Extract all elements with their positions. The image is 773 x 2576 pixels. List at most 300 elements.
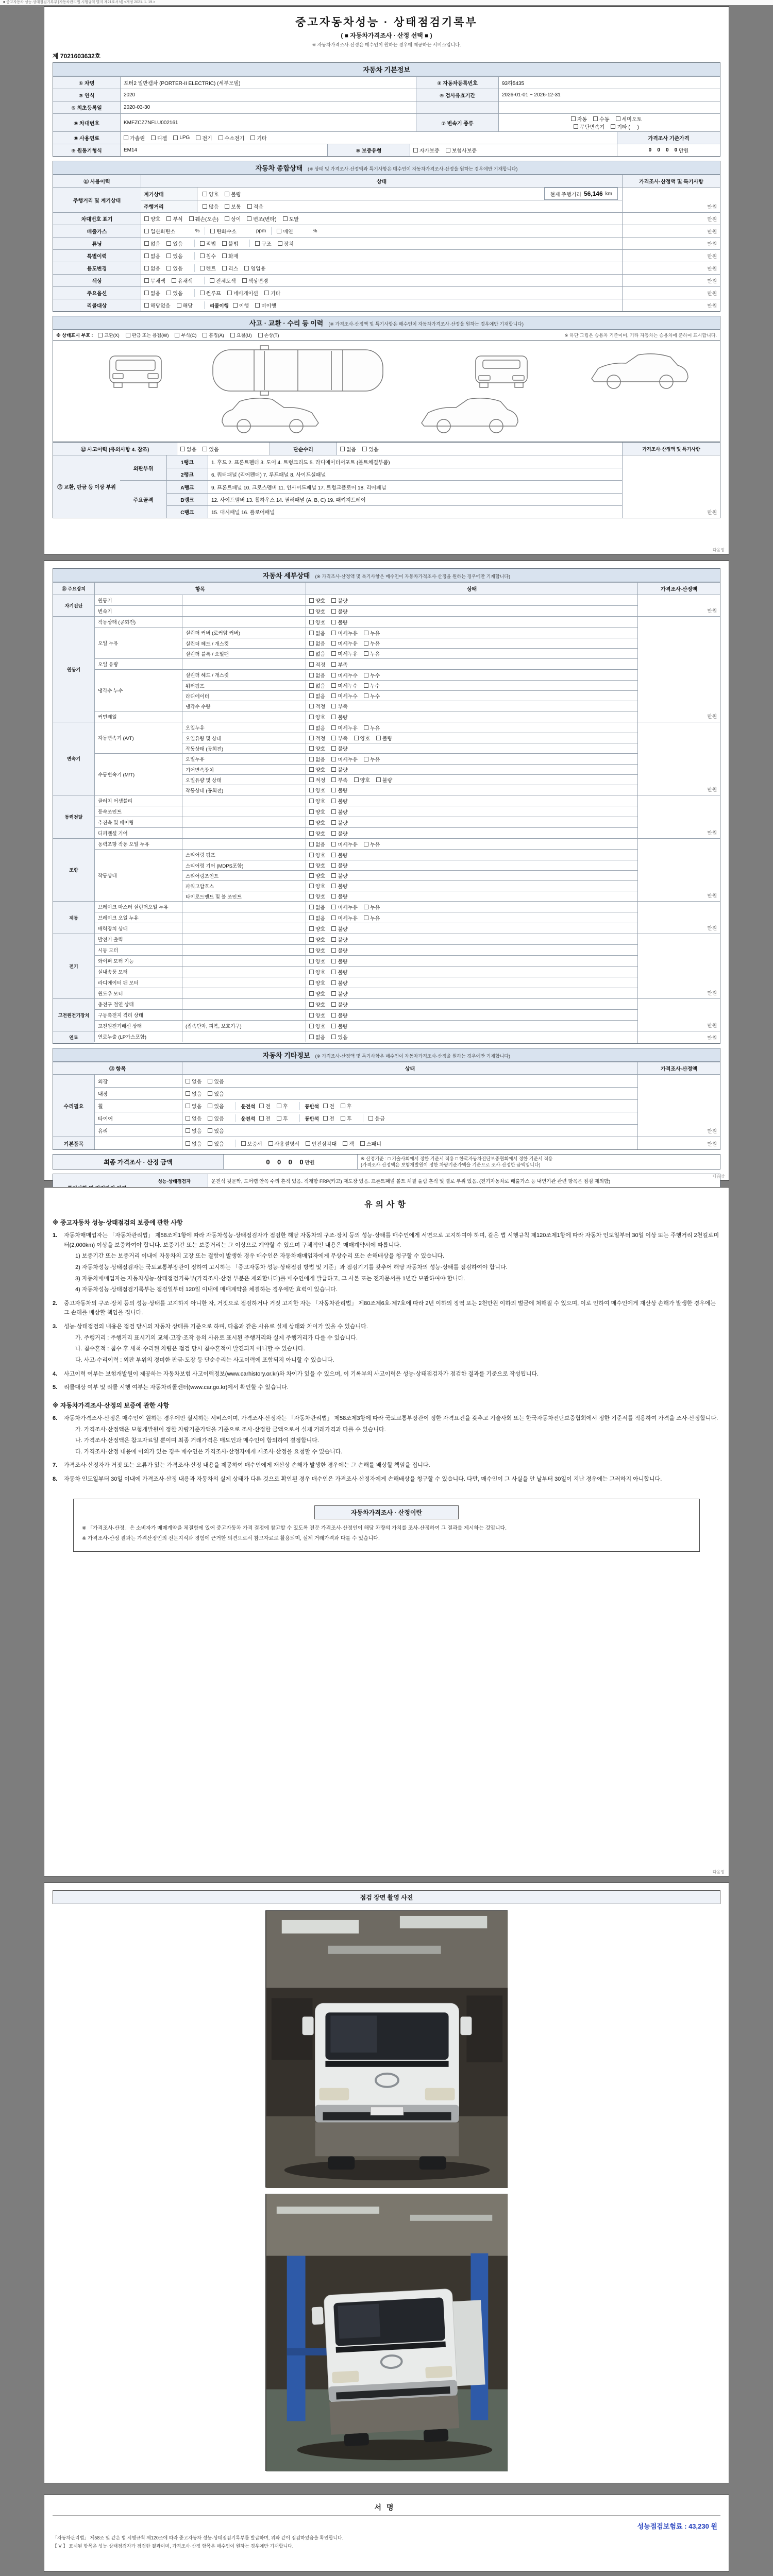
item-label: 수동변속기 (M/T) bbox=[94, 754, 182, 795]
checkbox-option[interactable]: 적정 bbox=[309, 660, 325, 668]
item-parts bbox=[182, 659, 637, 669]
checkbox-option[interactable]: 없음 bbox=[340, 445, 356, 453]
item-row bbox=[94, 923, 637, 934]
checkbox-option[interactable]: 불량 bbox=[331, 829, 347, 837]
checkbox-option[interactable]: 없음 bbox=[180, 445, 196, 453]
checkbox-option[interactable]: 가솔린 bbox=[124, 134, 145, 142]
item-label: 실내송풍 모터 bbox=[94, 967, 182, 977]
part-status bbox=[306, 795, 637, 806]
checkbox-option[interactable]: 양호 bbox=[354, 734, 370, 742]
checkbox-option[interactable]: 잭 bbox=[343, 1140, 354, 1147]
checkbox-option[interactable]: 없음 bbox=[309, 639, 325, 647]
checkbox-option[interactable]: 불량 bbox=[331, 713, 347, 721]
checkbox-option[interactable]: 후 bbox=[277, 1102, 288, 1110]
checkbox-option[interactable]: 기타 ( ) bbox=[611, 123, 639, 130]
column-header: 상태 bbox=[182, 1062, 637, 1074]
rank-items: 9. 프론트패널 10. 크로스멤버 11. 인사이드패널 17. 트렁크플로어 18. 리어패널 bbox=[208, 481, 622, 493]
checkbox-option[interactable]: 양호 bbox=[309, 882, 325, 890]
checkbox-option[interactable]: 장치 bbox=[278, 240, 294, 247]
checkbox-icon bbox=[144, 278, 149, 283]
checkbox-option[interactable]: 누유 bbox=[364, 840, 380, 848]
option-group bbox=[144, 252, 194, 260]
checkbox-option[interactable]: 침수 bbox=[200, 252, 216, 260]
checkbox-option[interactable]: 있음 bbox=[208, 1140, 224, 1147]
checkbox-option[interactable]: 보험사보증 bbox=[446, 146, 477, 154]
checkbox-option[interactable]: 불량 bbox=[331, 597, 347, 604]
part-status bbox=[306, 691, 637, 701]
checkbox-option[interactable]: 양호 bbox=[309, 819, 325, 826]
checkbox-icon bbox=[309, 1002, 314, 1007]
price-cell: 만원 bbox=[622, 262, 720, 274]
table-row bbox=[53, 144, 720, 156]
checkbox-option[interactable]: 부식 bbox=[166, 215, 182, 223]
checkbox-option[interactable]: 미세누유 bbox=[331, 755, 358, 763]
checkbox-option[interactable]: 불량 bbox=[331, 882, 347, 890]
item-row bbox=[94, 795, 637, 806]
checkbox-option[interactable]: 양호 bbox=[309, 861, 325, 869]
checkbox-option[interactable]: 후 bbox=[277, 1114, 288, 1122]
checkbox-option[interactable]: 변조(변타) bbox=[247, 215, 276, 223]
checkbox-option[interactable]: 전체도색 bbox=[210, 277, 236, 284]
item-label: 배력장치 상태 bbox=[94, 923, 182, 934]
checkbox-option[interactable]: 리스 bbox=[222, 264, 238, 272]
item-parts bbox=[182, 912, 637, 923]
part-status bbox=[306, 1031, 637, 1042]
checkbox-option[interactable]: 미세누유 bbox=[331, 629, 358, 637]
checkbox-option[interactable]: 후 bbox=[341, 1102, 352, 1110]
device-items bbox=[94, 617, 637, 722]
checkbox-option[interactable]: 썬루프 bbox=[200, 289, 221, 297]
checkbox-option[interactable]: 불량 bbox=[331, 808, 347, 816]
checkbox-option[interactable]: 누수 bbox=[364, 682, 380, 689]
checkbox-option[interactable]: 적정 bbox=[309, 702, 325, 710]
checkbox-icon bbox=[309, 916, 314, 920]
checkbox-option[interactable]: 양호 bbox=[203, 188, 219, 200]
part-status bbox=[306, 828, 637, 838]
checkbox-option[interactable]: 누유 bbox=[364, 650, 380, 657]
checkbox-option[interactable]: 미세누수 bbox=[331, 692, 358, 700]
checkbox-option[interactable]: 네비게이션 bbox=[227, 289, 258, 297]
checkbox-icon bbox=[331, 609, 336, 614]
checkbox-option[interactable]: 양호 bbox=[309, 766, 325, 773]
checkbox-icon bbox=[309, 662, 314, 667]
column-header-row bbox=[53, 1062, 720, 1074]
checkbox-option[interactable]: 불량 bbox=[331, 936, 347, 943]
checkbox-option[interactable]: 자동 bbox=[571, 115, 587, 123]
item-row bbox=[94, 999, 637, 1009]
checkbox-option[interactable]: 무단변속기 bbox=[574, 123, 604, 130]
checkbox-option[interactable]: 양호 bbox=[144, 215, 160, 223]
checkbox-option[interactable]: 불량 bbox=[331, 861, 347, 869]
checkbox-option[interactable]: 미세누수 bbox=[331, 682, 358, 689]
checkbox-option[interactable]: 없음 bbox=[309, 914, 325, 922]
device-items bbox=[94, 934, 637, 998]
checkbox-option[interactable]: 양호 bbox=[309, 607, 325, 615]
checkbox-option[interactable]: 많음 bbox=[203, 200, 219, 212]
checkbox-icon bbox=[309, 853, 314, 857]
part-row bbox=[182, 743, 637, 753]
checkbox-option[interactable]: 없음 bbox=[186, 1114, 201, 1122]
checkbox-icon bbox=[309, 736, 314, 740]
checkbox-icon bbox=[255, 303, 260, 308]
checkbox-option[interactable]: 없음 bbox=[144, 240, 160, 247]
checkbox-option[interactable]: 양호 bbox=[309, 829, 325, 837]
checkbox-option[interactable]: 없음 bbox=[309, 682, 325, 689]
option-group bbox=[144, 215, 310, 223]
checkbox-icon bbox=[360, 1141, 365, 1146]
checkbox-icon bbox=[144, 303, 149, 308]
checkbox-option[interactable]: 상이 bbox=[225, 215, 241, 223]
page-3 bbox=[44, 1187, 729, 1876]
section-note: (※ 상태 및 가격조사·산정액과 특기사항은 매수인이 자동차가격조사·산정을 원하는 경우에만 기재합니다) bbox=[308, 166, 518, 172]
column-header: 상태 bbox=[141, 175, 622, 187]
checkbox-option[interactable]: 색상변경 bbox=[242, 277, 268, 284]
checkbox-option[interactable]: 전 bbox=[259, 1102, 271, 1110]
checkbox-option[interactable]: 기타 bbox=[264, 289, 280, 297]
checkbox-option[interactable]: 불량 bbox=[225, 188, 241, 200]
option-group bbox=[194, 252, 250, 260]
checkbox-option[interactable]: 불량 bbox=[331, 1011, 347, 1019]
checkbox-option[interactable]: 디젤 bbox=[151, 134, 167, 142]
checkbox-option[interactable]: 불량 bbox=[331, 872, 347, 879]
checkbox-option[interactable]: 없음 bbox=[186, 1127, 201, 1134]
checkbox-option[interactable]: 없음 bbox=[309, 1033, 325, 1041]
checkbox-option[interactable]: 있음 bbox=[203, 445, 219, 453]
checkbox-option[interactable]: 해당 bbox=[177, 301, 193, 309]
column-header: ⑪ 사용이력 bbox=[53, 175, 141, 187]
device-items bbox=[94, 839, 637, 901]
checkbox-option[interactable]: 없음 bbox=[309, 629, 325, 637]
checkbox-option[interactable]: 기타 bbox=[250, 134, 266, 142]
inspection-photo-angle bbox=[265, 2194, 508, 2471]
part-label bbox=[182, 988, 306, 998]
notes-item bbox=[53, 1322, 720, 1365]
checkbox-option[interactable]: 불량 bbox=[331, 925, 347, 933]
item-row bbox=[94, 966, 637, 977]
device-group-name: 동력전달 bbox=[53, 795, 94, 838]
checkbox-icon bbox=[173, 135, 178, 140]
next-page-marker: 다음장 bbox=[712, 1870, 725, 1874]
checkbox-option[interactable]: 미세누유 bbox=[331, 903, 358, 911]
checkbox-option[interactable]: 불법 bbox=[222, 240, 238, 247]
part-status bbox=[306, 733, 637, 743]
checkbox-option[interactable]: 구조 bbox=[255, 240, 271, 247]
item-parts bbox=[182, 839, 637, 849]
part-row bbox=[182, 1031, 637, 1042]
checkbox-option[interactable]: 없음 bbox=[144, 264, 160, 272]
checkbox-option[interactable]: 양호 bbox=[309, 968, 325, 976]
checkbox-option[interactable]: 양호 bbox=[309, 925, 325, 933]
checkbox-option[interactable]: 해당없음 bbox=[144, 301, 171, 309]
checkbox-option[interactable]: 양호 bbox=[309, 1011, 325, 1019]
checkbox-icon bbox=[331, 980, 336, 985]
checkbox-option[interactable]: 양호 bbox=[309, 713, 325, 721]
option-group bbox=[194, 240, 250, 247]
final-price-label: 최종 가격조사 · 산정 금액 bbox=[53, 1155, 223, 1169]
checkbox-option[interactable]: 양호 bbox=[309, 797, 325, 805]
checkbox-option[interactable]: 적음 bbox=[247, 200, 263, 212]
checkbox-option[interactable]: 자가보증 bbox=[413, 146, 440, 154]
option-group bbox=[271, 227, 322, 235]
checkbox-icon bbox=[616, 116, 620, 121]
table-row bbox=[94, 1075, 637, 1087]
checkbox-option[interactable]: 보증서 bbox=[241, 1140, 262, 1147]
notes-section bbox=[53, 1401, 720, 1484]
part-label bbox=[182, 711, 306, 722]
checkbox-option[interactable]: 없음 bbox=[186, 1090, 201, 1097]
checkbox-option[interactable]: 미세누유 bbox=[331, 724, 358, 732]
checkbox-option[interactable]: 수동 bbox=[593, 115, 609, 123]
checkbox-option[interactable]: 일산화탄소 bbox=[144, 227, 175, 235]
checkbox-option[interactable]: 미세누유 bbox=[331, 639, 358, 647]
price-cell: 만원 bbox=[637, 617, 720, 722]
checkbox-option[interactable]: 없음 bbox=[186, 1077, 201, 1085]
checkbox-option[interactable]: 미이행 bbox=[255, 301, 276, 309]
checkbox-icon bbox=[309, 809, 314, 814]
checkbox-option[interactable]: 사용설명서 bbox=[268, 1140, 299, 1147]
row-status bbox=[182, 1075, 637, 1087]
checkbox-icon bbox=[331, 788, 336, 792]
checkbox-option[interactable]: 유채색 bbox=[172, 277, 193, 284]
checkbox-option[interactable]: 세미오토 bbox=[616, 115, 642, 123]
checkbox-option[interactable]: 불량 bbox=[331, 618, 347, 626]
checkbox-option[interactable]: 불량 bbox=[376, 776, 392, 784]
checkbox-option[interactable]: 있음 bbox=[208, 1114, 224, 1122]
checkbox-option[interactable]: 탄화수소 bbox=[210, 227, 237, 235]
item-row bbox=[94, 1020, 637, 1031]
checkbox-option[interactable]: 적정 bbox=[309, 776, 325, 784]
checkbox-option[interactable]: 부족 bbox=[331, 734, 347, 742]
checkbox-option[interactable]: 양호 bbox=[309, 892, 325, 900]
checkbox-option[interactable]: 있음 bbox=[208, 1077, 224, 1085]
checkbox-option[interactable]: 없음 bbox=[144, 289, 160, 297]
checkbox-option[interactable]: 불량 bbox=[331, 851, 347, 859]
checkbox-option[interactable]: 전 bbox=[323, 1102, 334, 1110]
item-row bbox=[94, 722, 637, 753]
item-row bbox=[94, 902, 637, 912]
panel-rank-block bbox=[53, 455, 720, 518]
checkbox-option[interactable]: 양호 bbox=[309, 936, 325, 943]
checkbox-option[interactable]: 수소전기 bbox=[219, 134, 245, 142]
field-label: 단순수리 bbox=[270, 443, 337, 455]
remarks-row bbox=[141, 1174, 720, 1188]
checkbox-option[interactable]: 없음 bbox=[186, 1140, 201, 1147]
row-status bbox=[182, 1125, 637, 1137]
checkbox-option[interactable]: 전 bbox=[259, 1114, 271, 1122]
item-label: 오일 유량 bbox=[94, 659, 182, 669]
checkbox-option[interactable]: 없음 bbox=[186, 1102, 201, 1110]
checkbox-option[interactable]: 양호 bbox=[309, 851, 325, 859]
checkbox-icon bbox=[230, 333, 235, 337]
checkbox-option[interactable]: 없음 bbox=[309, 692, 325, 700]
checkbox-option[interactable]: 후 bbox=[341, 1114, 352, 1122]
checkbox-option[interactable]: 보통 bbox=[225, 200, 241, 212]
checkbox-option[interactable]: 누수 bbox=[364, 692, 380, 700]
checkbox-option[interactable]: 누유 bbox=[364, 629, 380, 637]
checkbox-icon bbox=[124, 135, 128, 140]
checkbox-option[interactable]: 불량 bbox=[331, 957, 347, 965]
checkbox-option[interactable]: 응급 bbox=[368, 1114, 384, 1122]
checkbox-option[interactable]: 있음 bbox=[208, 1127, 224, 1134]
checkbox-icon bbox=[247, 204, 252, 209]
item-row bbox=[94, 595, 637, 605]
checkbox-option[interactable]: 불량 bbox=[331, 1001, 347, 1008]
checkbox-option[interactable]: 불량 bbox=[331, 968, 347, 976]
part-status bbox=[306, 817, 637, 827]
checkbox-option[interactable]: 불량 bbox=[331, 786, 347, 794]
rank-name: 1랭크 bbox=[166, 455, 208, 468]
checkbox-icon bbox=[309, 863, 314, 868]
field-value bbox=[498, 101, 720, 113]
checkbox-option[interactable]: 양호 bbox=[309, 1001, 325, 1008]
checkbox-option[interactable]: 매연 bbox=[277, 227, 293, 235]
checkbox-option[interactable]: 없음 bbox=[144, 252, 160, 260]
checkbox-option[interactable]: 불량 bbox=[331, 1022, 347, 1030]
column-header-row bbox=[53, 582, 720, 595]
device-group-row bbox=[53, 838, 720, 901]
checkbox-option[interactable]: 양호 bbox=[309, 597, 325, 604]
checkbox-option[interactable]: 적법 bbox=[200, 240, 216, 247]
device-group-row bbox=[53, 795, 720, 838]
checkbox-option[interactable]: 불량 bbox=[331, 766, 347, 773]
checkbox-option[interactable]: 불량 bbox=[331, 607, 347, 615]
checkbox-option[interactable]: 있음 bbox=[208, 1102, 224, 1110]
checkbox-option[interactable]: 양호 bbox=[309, 808, 325, 816]
checkbox-option[interactable]: 양호 bbox=[354, 776, 370, 784]
checkbox-icon bbox=[331, 757, 336, 761]
checkbox-option[interactable]: 있음 bbox=[166, 252, 182, 260]
checkbox-option[interactable]: 양호 bbox=[309, 1022, 325, 1030]
checkbox-option[interactable]: 스패너 bbox=[360, 1140, 381, 1147]
row-label: 내장 bbox=[94, 1088, 182, 1099]
checkbox-option[interactable]: 양호 bbox=[309, 979, 325, 987]
part-label: 타이로드엔드 및 볼 조인트 bbox=[182, 891, 306, 901]
checkbox-option[interactable]: 전기 bbox=[196, 134, 212, 142]
checkbox-option[interactable]: 양호 bbox=[309, 744, 325, 752]
row-label bbox=[94, 1137, 182, 1149]
checkbox-option[interactable]: 없음 bbox=[309, 650, 325, 657]
checkbox-option[interactable]: 무채색 bbox=[144, 277, 165, 284]
item-parts bbox=[182, 923, 637, 934]
checkbox-option[interactable]: 있음 bbox=[362, 445, 378, 453]
checkbox-icon bbox=[331, 725, 336, 730]
part-label bbox=[182, 912, 306, 923]
checkbox-option[interactable]: 부족 bbox=[331, 660, 347, 668]
checkbox-option[interactable]: 누유 bbox=[364, 755, 380, 763]
checkbox-option[interactable]: 안전삼각대 bbox=[306, 1140, 337, 1147]
checkbox-option[interactable]: 불량 bbox=[331, 946, 347, 954]
checkbox-option[interactable]: 없음 bbox=[309, 755, 325, 763]
checkbox-option[interactable]: 불량 bbox=[331, 744, 347, 752]
checkbox-icon bbox=[309, 820, 314, 825]
checkbox-option[interactable]: 있음 bbox=[331, 1033, 347, 1041]
checkbox-option[interactable]: 불량 bbox=[331, 892, 347, 900]
checkbox-option[interactable]: 없음 bbox=[309, 840, 325, 848]
checkbox-option[interactable]: 이행 bbox=[233, 301, 249, 309]
checkbox-option[interactable]: 불량 bbox=[331, 797, 347, 805]
checkbox-option[interactable]: 있음 bbox=[166, 264, 182, 272]
checkbox-option[interactable]: 영업용 bbox=[244, 264, 265, 272]
checkbox-icon bbox=[331, 1035, 336, 1039]
checkbox-option[interactable]: 없음 bbox=[309, 724, 325, 732]
field-value: 93하5435 bbox=[498, 77, 720, 89]
checkbox-option[interactable]: 누유 bbox=[364, 724, 380, 732]
accident-history-section bbox=[53, 316, 720, 518]
checkbox-option[interactable]: 화재 bbox=[222, 252, 238, 260]
checkbox-option[interactable]: 불량 bbox=[331, 819, 347, 826]
checkbox-option[interactable]: 누유 bbox=[364, 639, 380, 647]
table-row bbox=[94, 1124, 637, 1137]
checkbox-option[interactable]: 미세누유 bbox=[331, 840, 358, 848]
checkbox-option[interactable]: 있음 bbox=[208, 1090, 224, 1097]
row-label: 색상 bbox=[53, 275, 141, 286]
part-status bbox=[306, 860, 637, 870]
checkbox-icon bbox=[309, 693, 314, 698]
checkbox-option[interactable]: 있음 bbox=[166, 240, 182, 247]
checkbox-option[interactable]: 양호 bbox=[309, 872, 325, 879]
part-status bbox=[306, 628, 637, 638]
checkbox-option[interactable]: 미세누수 bbox=[331, 671, 358, 679]
device-group-row bbox=[53, 1031, 720, 1043]
checkbox-option[interactable]: 렌트 bbox=[200, 264, 216, 272]
checkbox-option[interactable]: 적정 bbox=[309, 734, 325, 742]
checkbox-option[interactable]: 훼손(오손) bbox=[189, 215, 219, 223]
checkbox-option[interactable]: 양호 bbox=[309, 957, 325, 965]
part-row bbox=[182, 722, 637, 733]
checkbox-icon bbox=[208, 1116, 212, 1121]
checkbox-option[interactable]: 양호 bbox=[309, 618, 325, 626]
checkbox-icon bbox=[277, 229, 281, 233]
price-cell: 만원 bbox=[622, 213, 720, 225]
checkbox-option[interactable]: 양호 bbox=[309, 946, 325, 954]
checkbox-option[interactable]: 양호 bbox=[309, 786, 325, 794]
checkbox-option[interactable]: 부족 bbox=[331, 776, 347, 784]
legend-item: 손상(T) bbox=[258, 332, 279, 338]
checkbox-option[interactable]: 없음 bbox=[309, 671, 325, 679]
checkbox-icon bbox=[225, 192, 229, 196]
checkbox-option[interactable]: 누유 bbox=[364, 914, 380, 922]
checkbox-option[interactable]: 불량 bbox=[331, 979, 347, 987]
checkbox-icon bbox=[309, 980, 314, 985]
item-label: 윈도우 모터 bbox=[94, 988, 182, 998]
checkbox-icon bbox=[364, 916, 368, 920]
notes-sub-item: 3) 자동차매매업자는 자동차성능·상태점검기록부(가격조사·산정 부분은 제외합니다)를 매수인에게 발급하고, 그 사본 또는 전자문서를 1년간 보관하여야 합니다. bbox=[75, 1275, 465, 1282]
checkbox-option[interactable]: 부족 bbox=[331, 702, 347, 710]
checkbox-option[interactable]: 없음 bbox=[309, 903, 325, 911]
checkbox-option[interactable]: 미세누유 bbox=[331, 914, 358, 922]
checkbox-icon bbox=[446, 148, 450, 152]
part-label: 워터펌프 bbox=[182, 681, 306, 690]
checkbox-option[interactable]: 양호 bbox=[309, 990, 325, 997]
checkbox-option[interactable]: 있음 bbox=[166, 289, 182, 297]
checkbox-option[interactable]: 전 bbox=[323, 1114, 334, 1122]
checkbox-icon bbox=[259, 1116, 264, 1121]
legend-item: 흠집(A) bbox=[203, 332, 224, 338]
item-label: 원동기 bbox=[94, 595, 182, 605]
checkbox-option[interactable]: 누유 bbox=[364, 903, 380, 911]
checkbox-icon bbox=[309, 631, 314, 635]
table-row bbox=[53, 225, 720, 237]
checkbox-icon bbox=[341, 1116, 345, 1121]
checkbox-option[interactable]: 누수 bbox=[364, 671, 380, 679]
checkbox-option[interactable]: 미세누유 bbox=[331, 650, 358, 657]
checkbox-option[interactable]: LPG bbox=[173, 135, 190, 141]
notes-item-number: 6. bbox=[53, 1415, 58, 1421]
checkbox-option[interactable]: 도말 bbox=[283, 215, 299, 223]
part-row bbox=[182, 891, 637, 901]
checkbox-option[interactable]: 불량 bbox=[331, 990, 347, 997]
checkbox-option[interactable]: 불량 bbox=[376, 734, 392, 742]
